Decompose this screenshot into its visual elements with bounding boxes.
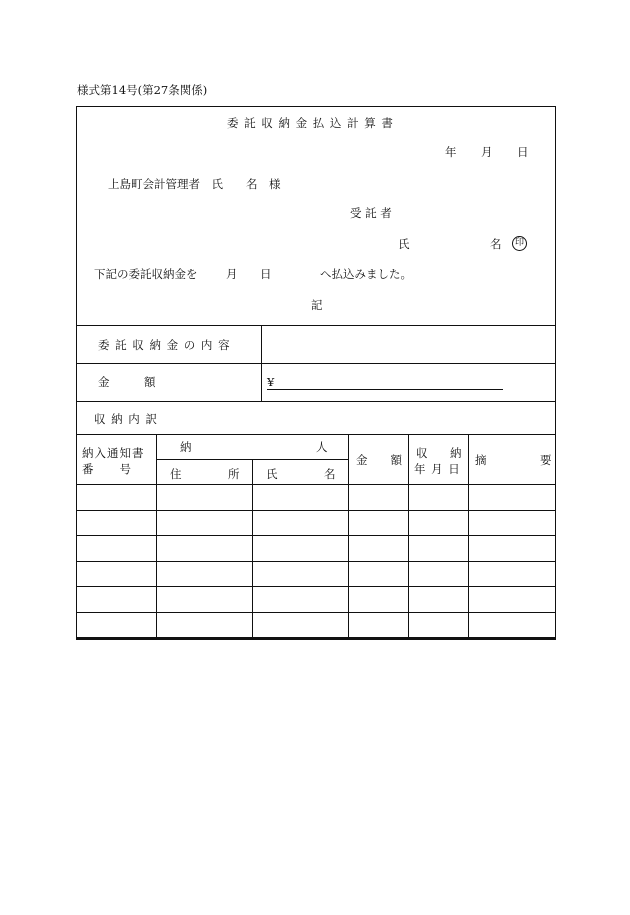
header-notice-number: 納入通知書 [82, 446, 145, 460]
header-date-ymd: 年 月 日 [414, 462, 461, 476]
header-name-mei: 名 [324, 467, 336, 481]
statement-month: 月 [226, 267, 238, 281]
addressee: 上島町会計管理者 氏 名 様 [108, 177, 281, 191]
agent-label: 受 託 者 [350, 206, 392, 220]
statement-suffix: へ払込みました。 [320, 267, 412, 281]
header-address-sho: 所 [228, 467, 240, 481]
header-date-shu: 収 [416, 446, 428, 460]
form-number: 様式第14号(第27条関係) [77, 83, 208, 97]
header-payer-nou: 納 [180, 440, 192, 454]
payment-calculation-form [76, 106, 556, 640]
form-title: 委 託 収 納 金 払 込 計 算 書 [227, 116, 394, 130]
content-label: 委 託 収 納 金 の 内 容 [98, 338, 231, 352]
header-subdivider [156, 459, 348, 460]
table-row[interactable] [77, 511, 156, 535]
date-month-label: 月 [481, 145, 493, 159]
ki-label: 記 [311, 298, 323, 312]
header-remarks-you: 要 [540, 453, 552, 467]
amount-currency: ¥ [267, 375, 275, 389]
seal-icon: 印 [512, 236, 527, 251]
date-year-label: 年 [445, 145, 457, 159]
header-remarks-teki: 摘 [475, 453, 487, 467]
table-row[interactable] [77, 562, 156, 586]
column-line [408, 434, 409, 639]
divider [77, 325, 555, 326]
amount-underline [267, 389, 503, 390]
header-address-ju: 住 [170, 467, 182, 481]
header-payer-nin: 人 [316, 440, 328, 454]
header-name-shi: 氏 [266, 467, 278, 481]
table-top-line [77, 434, 555, 435]
breakdown-label: 収 納 内 訳 [94, 412, 158, 426]
header-date-nou: 納 [450, 446, 462, 460]
date-day-label: 日 [517, 145, 529, 159]
column-line [468, 434, 469, 639]
table-row[interactable] [77, 485, 156, 510]
name-label-mei: 名 [490, 237, 502, 251]
divider [77, 363, 555, 364]
statement-prefix: 下記の委託収納金を [94, 267, 198, 281]
name-label-shi: 氏 [398, 237, 410, 251]
header-amount: 金 額 [356, 453, 402, 467]
column-line [348, 434, 349, 639]
amount-label: 金 額 [98, 375, 156, 389]
table-row[interactable] [77, 536, 156, 561]
statement-day: 日 [260, 267, 272, 281]
column-line [156, 434, 157, 639]
table-row[interactable] [77, 613, 156, 637]
header-notice-number-line2: 番 号 [82, 462, 132, 476]
table-row[interactable] [77, 587, 156, 612]
divider [77, 401, 555, 402]
